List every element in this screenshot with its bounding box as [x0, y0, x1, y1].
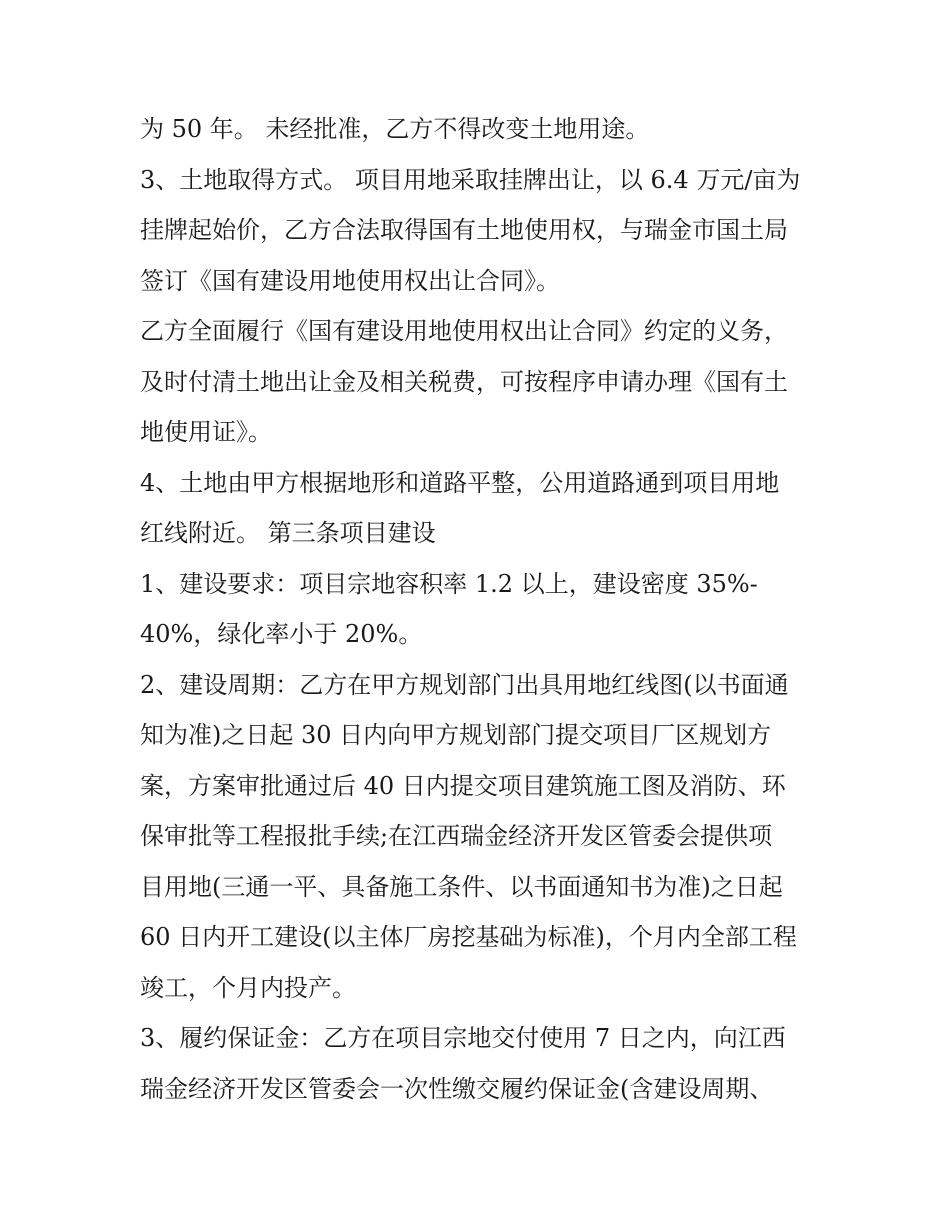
- text-line-14: 案，方案审批通过后 40 日内提交项目建筑施工图及消防、环: [140, 771, 786, 800]
- text-line-7: 地使用证》。: [140, 418, 272, 446]
- text-line-13: 知为准)之日起 30 日内向甲方规划部门提交项目厂区规划方: [140, 721, 772, 749]
- text-line-18: 竣工，个月内投产。: [140, 973, 356, 1002]
- text-line-12: 2、建设周期：乙方在甲方规划部门出具用地红线图(以书面通: [140, 670, 789, 699]
- text-line-15: 保审批等工程报批手续;在江西瑞金经济开发区管委会提供项: [140, 822, 773, 850]
- text-line-4: 签订《国有建设用地使用权出让合同》。: [140, 266, 560, 295]
- text-line-1: 为 50 年。 未经批准，乙方不得改变土地用途。: [140, 115, 650, 143]
- text-line-2: 3、土地取得方式。 项目用地采取挂牌出让，以 6.4 万元/亩为: [140, 165, 801, 194]
- text-line-20: 瑞金经济开发区管委会一次性缴交履约保证金(含建设周期、: [140, 1074, 774, 1103]
- text-line-3: 挂牌起始价，乙方合法取得国有土地使用权，与瑞金市国土局: [140, 216, 788, 244]
- text-line-16: 目用地(三通一平、具备施工条件、以书面通知书为准)之日起: [140, 872, 783, 901]
- text-line-9: 红线附近。 第三条项目建设: [140, 519, 436, 547]
- text-line-5: 乙方全面履行《国有建设用地使用权出让合同》约定的义务，: [140, 317, 788, 345]
- text-line-8: 4、土地由甲方根据地形和道路平整，公用道路通到项目用地: [140, 468, 780, 497]
- text-line-11: 40%，绿化率小于 20%。: [140, 620, 423, 648]
- text-line-6: 及时付清土地出让金及相关税费，可按程序申请办理《国有土: [140, 367, 788, 396]
- document-body: [140, 104, 820, 1114]
- text-line-19: 3、履约保证金：乙方在项目宗地交付使用 7 日之内，向江西: [140, 1024, 786, 1052]
- text-line-10: 1、建设要求：项目宗地容积率 1.2 以上，建设密度 35%-: [140, 569, 758, 598]
- text-line-17: 60 日内开工建设(以主体厂房挖基础为标准)，个月内全部工程: [140, 923, 797, 951]
